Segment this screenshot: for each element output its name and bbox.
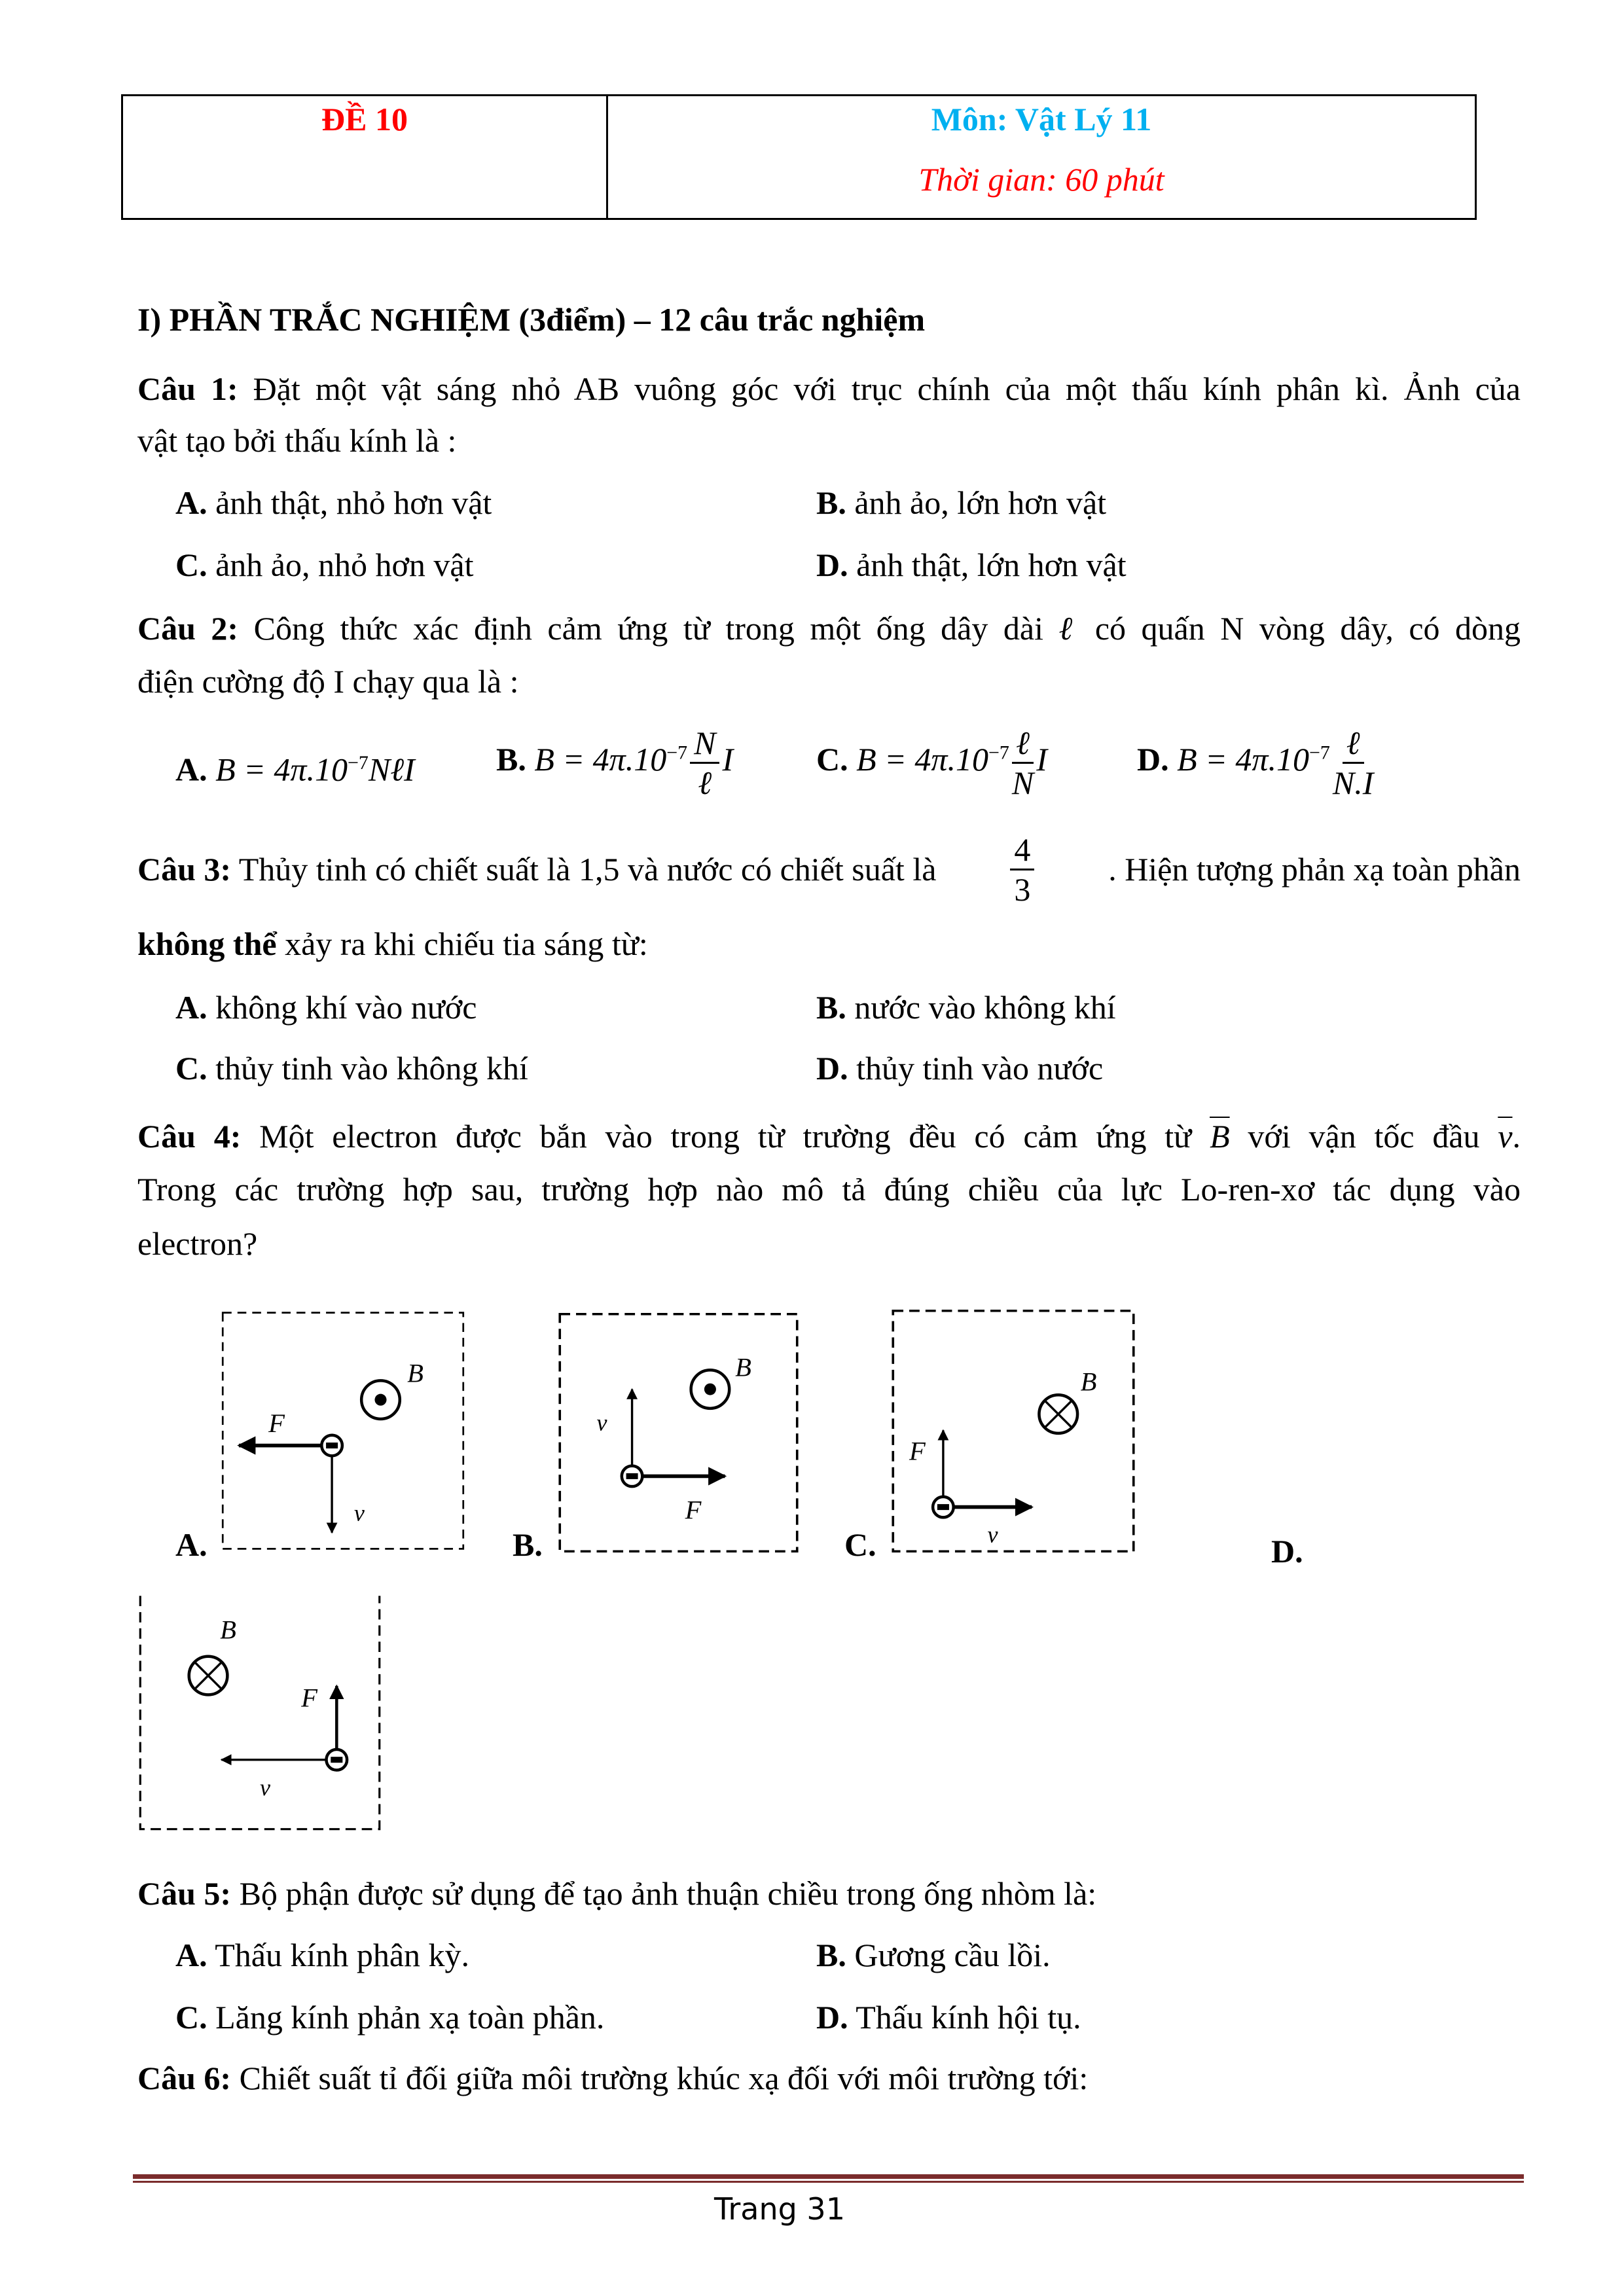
field-out-icon (691, 1370, 730, 1408)
label-b: B (220, 1615, 236, 1645)
option-key: C. (175, 1050, 208, 1086)
q1-option-b[interactable] (816, 483, 1106, 522)
option-key: A. (175, 484, 208, 521)
option-key: A. (175, 989, 208, 1026)
fraction (1010, 831, 1034, 908)
q1-option-d[interactable] (816, 545, 1127, 584)
question-text: Chiết suất tỉ đối giữa môi trường khúc xạ đối với môi trường tới: (239, 2060, 1089, 2096)
page-number: Trang 31 (714, 2191, 845, 2227)
exponent: −7 (988, 742, 1009, 764)
q5-option-b[interactable] (816, 1935, 1051, 1975)
label-f: F (268, 1408, 285, 1439)
formula: B = 4π.10 (856, 740, 988, 778)
question-2 (137, 609, 1521, 648)
question-text: Công thức xác định cảm ứng từ trong một ống dây dài (253, 610, 1043, 647)
label-v: v (596, 1409, 607, 1436)
label-b: B (1080, 1367, 1097, 1397)
option-key: B. (496, 740, 526, 778)
option-key: D. (816, 1050, 848, 1086)
period: . (1512, 1118, 1521, 1155)
label-b: B (407, 1358, 424, 1388)
question-4-cont: Trong các trường hợp sau, trường hợp nào mô tả đúng chiều của lực Lo-ren-xơ tác dụng vào (137, 1171, 1521, 1208)
label-v: v (353, 1499, 365, 1526)
q5-option-d[interactable] (816, 1998, 1081, 2037)
question-text: Đặt một vật sáng nhỏ AB vuông góc với trục chính của một thấu kính phân kì. Ảnh của (253, 370, 1521, 407)
question-4 (137, 1117, 1521, 1156)
option-text: ảnh ảo, nhỏ hơn vật (215, 547, 474, 583)
question-5 (137, 1874, 1521, 1913)
exponent: −7 (347, 752, 369, 774)
footer-rule-thin (133, 2181, 1524, 2183)
question-text: với vận tốc đầu (1248, 1118, 1480, 1155)
q1-option-c[interactable] (175, 545, 474, 584)
q2-option-c[interactable] (816, 724, 1047, 802)
question-text: Thủy tinh có chiết suất là 1,5 và nước có chiết suất là (238, 851, 937, 888)
option-text: Gương cầu lồi. (854, 1937, 1051, 1973)
option-text: Thấu kính phân kỳ. (215, 1937, 470, 1973)
q3-option-b[interactable] (816, 988, 1116, 1027)
q2-option-a[interactable] (175, 744, 415, 789)
electron-icon (622, 1466, 643, 1487)
emphasis: không thể (137, 925, 277, 962)
label-b: B (735, 1352, 751, 1382)
question-label: Câu 2: (137, 610, 239, 647)
option-text: Thấu kính hội tụ. (856, 1999, 1081, 2036)
length-symbol: ℓ (1058, 610, 1080, 647)
formula: NℓI (368, 751, 415, 788)
field-in-icon (189, 1657, 228, 1695)
formula: B = 4π.10 (1177, 740, 1309, 778)
question-6 (137, 2058, 1521, 2098)
option-text: ảnh thật, nhỏ hơn vật (215, 484, 492, 521)
q4-option-b[interactable]: B. (513, 1526, 543, 1563)
header-table (121, 94, 1477, 220)
formula: B = 4π.10 (534, 740, 667, 778)
label-v: v (987, 1521, 998, 1548)
field-region (223, 1313, 463, 1549)
option-key: B. (816, 484, 846, 521)
electron-icon (933, 1497, 954, 1518)
option-text: thủy tinh vào không khí (215, 1050, 528, 1086)
question-2-cont: điện cường độ I chạy qua là : (137, 663, 519, 700)
electron-icon (327, 1749, 348, 1770)
option-text: thủy tinh vào nước (856, 1050, 1104, 1086)
q4-option-a[interactable]: A. (175, 1526, 208, 1563)
exam-number: ĐỀ 10 (321, 101, 408, 137)
diagram-a (221, 1311, 465, 1551)
section-title: I) PHẦN TRẮC NGHIỆM (3điểm) – 12 câu trắc nghiệm (137, 301, 926, 338)
question-text: Bộ phận được sử dụng để tạo ảnh thuận chiều trong ống nhòm là: (239, 1875, 1097, 1912)
diagram-d (139, 1594, 381, 1831)
question-text: xảy ra khi chiếu tia sáng từ: (285, 925, 648, 962)
label-f: F (301, 1683, 317, 1713)
question-label: Câu 1: (137, 370, 238, 407)
option-key: D. (816, 1999, 848, 2036)
question-1 (137, 369, 1521, 408)
q4-option-c[interactable]: C. (844, 1526, 876, 1563)
question-3 (137, 830, 1521, 908)
option-text: Lăng kính phản xạ toàn phần. (215, 1999, 605, 2036)
fraction (1333, 724, 1374, 802)
diagram-b (558, 1312, 799, 1553)
option-key: C. (175, 547, 208, 583)
field-in-icon (1039, 1395, 1077, 1433)
option-text: không khí vào nước (215, 989, 477, 1026)
exponent: −7 (666, 742, 688, 764)
question-1-cont: vật tạo bởi thấu kính là : (137, 422, 457, 459)
option-key: C. (175, 1999, 208, 2036)
option-key: D. (816, 547, 848, 583)
fraction (690, 724, 719, 802)
question-3-cont (137, 924, 1521, 963)
question-label: Câu 3: (137, 851, 232, 888)
formula: I (1036, 740, 1047, 778)
denominator: N.I (1332, 764, 1374, 801)
option-text: ảnh ảo, lớn hơn vật (854, 484, 1107, 521)
label-f: F (909, 1436, 926, 1466)
numerator: N (690, 724, 719, 764)
q4-option-d[interactable]: D. (1271, 1533, 1303, 1570)
electron-icon (321, 1435, 342, 1456)
q3-option-c[interactable] (175, 1049, 528, 1088)
option-key: D. (1137, 740, 1169, 778)
option-key: C. (816, 740, 848, 778)
q5-option-a[interactable] (175, 1935, 469, 1975)
question-text: Một electron được bắn vào trong từ trường đều có cảm ứng từ (259, 1118, 1192, 1155)
q2-option-d[interactable] (1137, 724, 1376, 802)
q3-option-a[interactable] (175, 988, 477, 1027)
diagram-c (892, 1309, 1135, 1553)
formula: I (722, 740, 734, 778)
vector-v: $\overline{v}$ (1498, 1118, 1513, 1155)
option-key: B. (816, 1937, 846, 1973)
denominator: ℓ (698, 764, 712, 801)
exam-duration: Thời gian: 60 phút (918, 161, 1164, 198)
question-4-cont: electron? (137, 1225, 258, 1262)
option-key: A. (175, 751, 208, 788)
field-region (893, 1311, 1133, 1551)
subject-title: Môn: Vật Lý 11 (931, 101, 1152, 137)
question-label: Câu 5: (137, 1875, 232, 1912)
label-v: v (260, 1774, 271, 1801)
option-key: B. (816, 989, 846, 1026)
denominator: N (1011, 764, 1034, 801)
q3-option-d[interactable] (816, 1049, 1103, 1088)
question-label: Câu 6: (137, 2060, 232, 2096)
vector-b: $\overline{B}$ (1210, 1118, 1230, 1155)
numerator: ℓ (1343, 724, 1364, 764)
field-region (560, 1314, 797, 1551)
q1-option-a[interactable] (175, 483, 492, 522)
option-text: nước vào không khí (854, 989, 1116, 1026)
question-text: có quấn N vòng dây, có dòng (1094, 610, 1521, 647)
numerator: 4 (1010, 831, 1034, 870)
label-f: F (685, 1495, 702, 1525)
fraction (1012, 724, 1034, 802)
formula: B = 4π.10 (215, 751, 348, 788)
exponent: −7 (1308, 742, 1330, 764)
q5-option-c[interactable] (175, 1998, 604, 2037)
option-text: ảnh thật, lớn hơn vật (856, 547, 1127, 583)
field-out-icon (361, 1380, 400, 1419)
numerator: ℓ (1012, 724, 1034, 764)
footer-rule (133, 2174, 1524, 2179)
option-key: A. (175, 1937, 208, 1973)
question-label: Câu 4: (137, 1118, 242, 1155)
denominator: 3 (1014, 870, 1031, 908)
question-text: . Hiện tượng phản xạ toàn phần (1108, 851, 1521, 888)
q2-option-b[interactable] (496, 724, 733, 802)
